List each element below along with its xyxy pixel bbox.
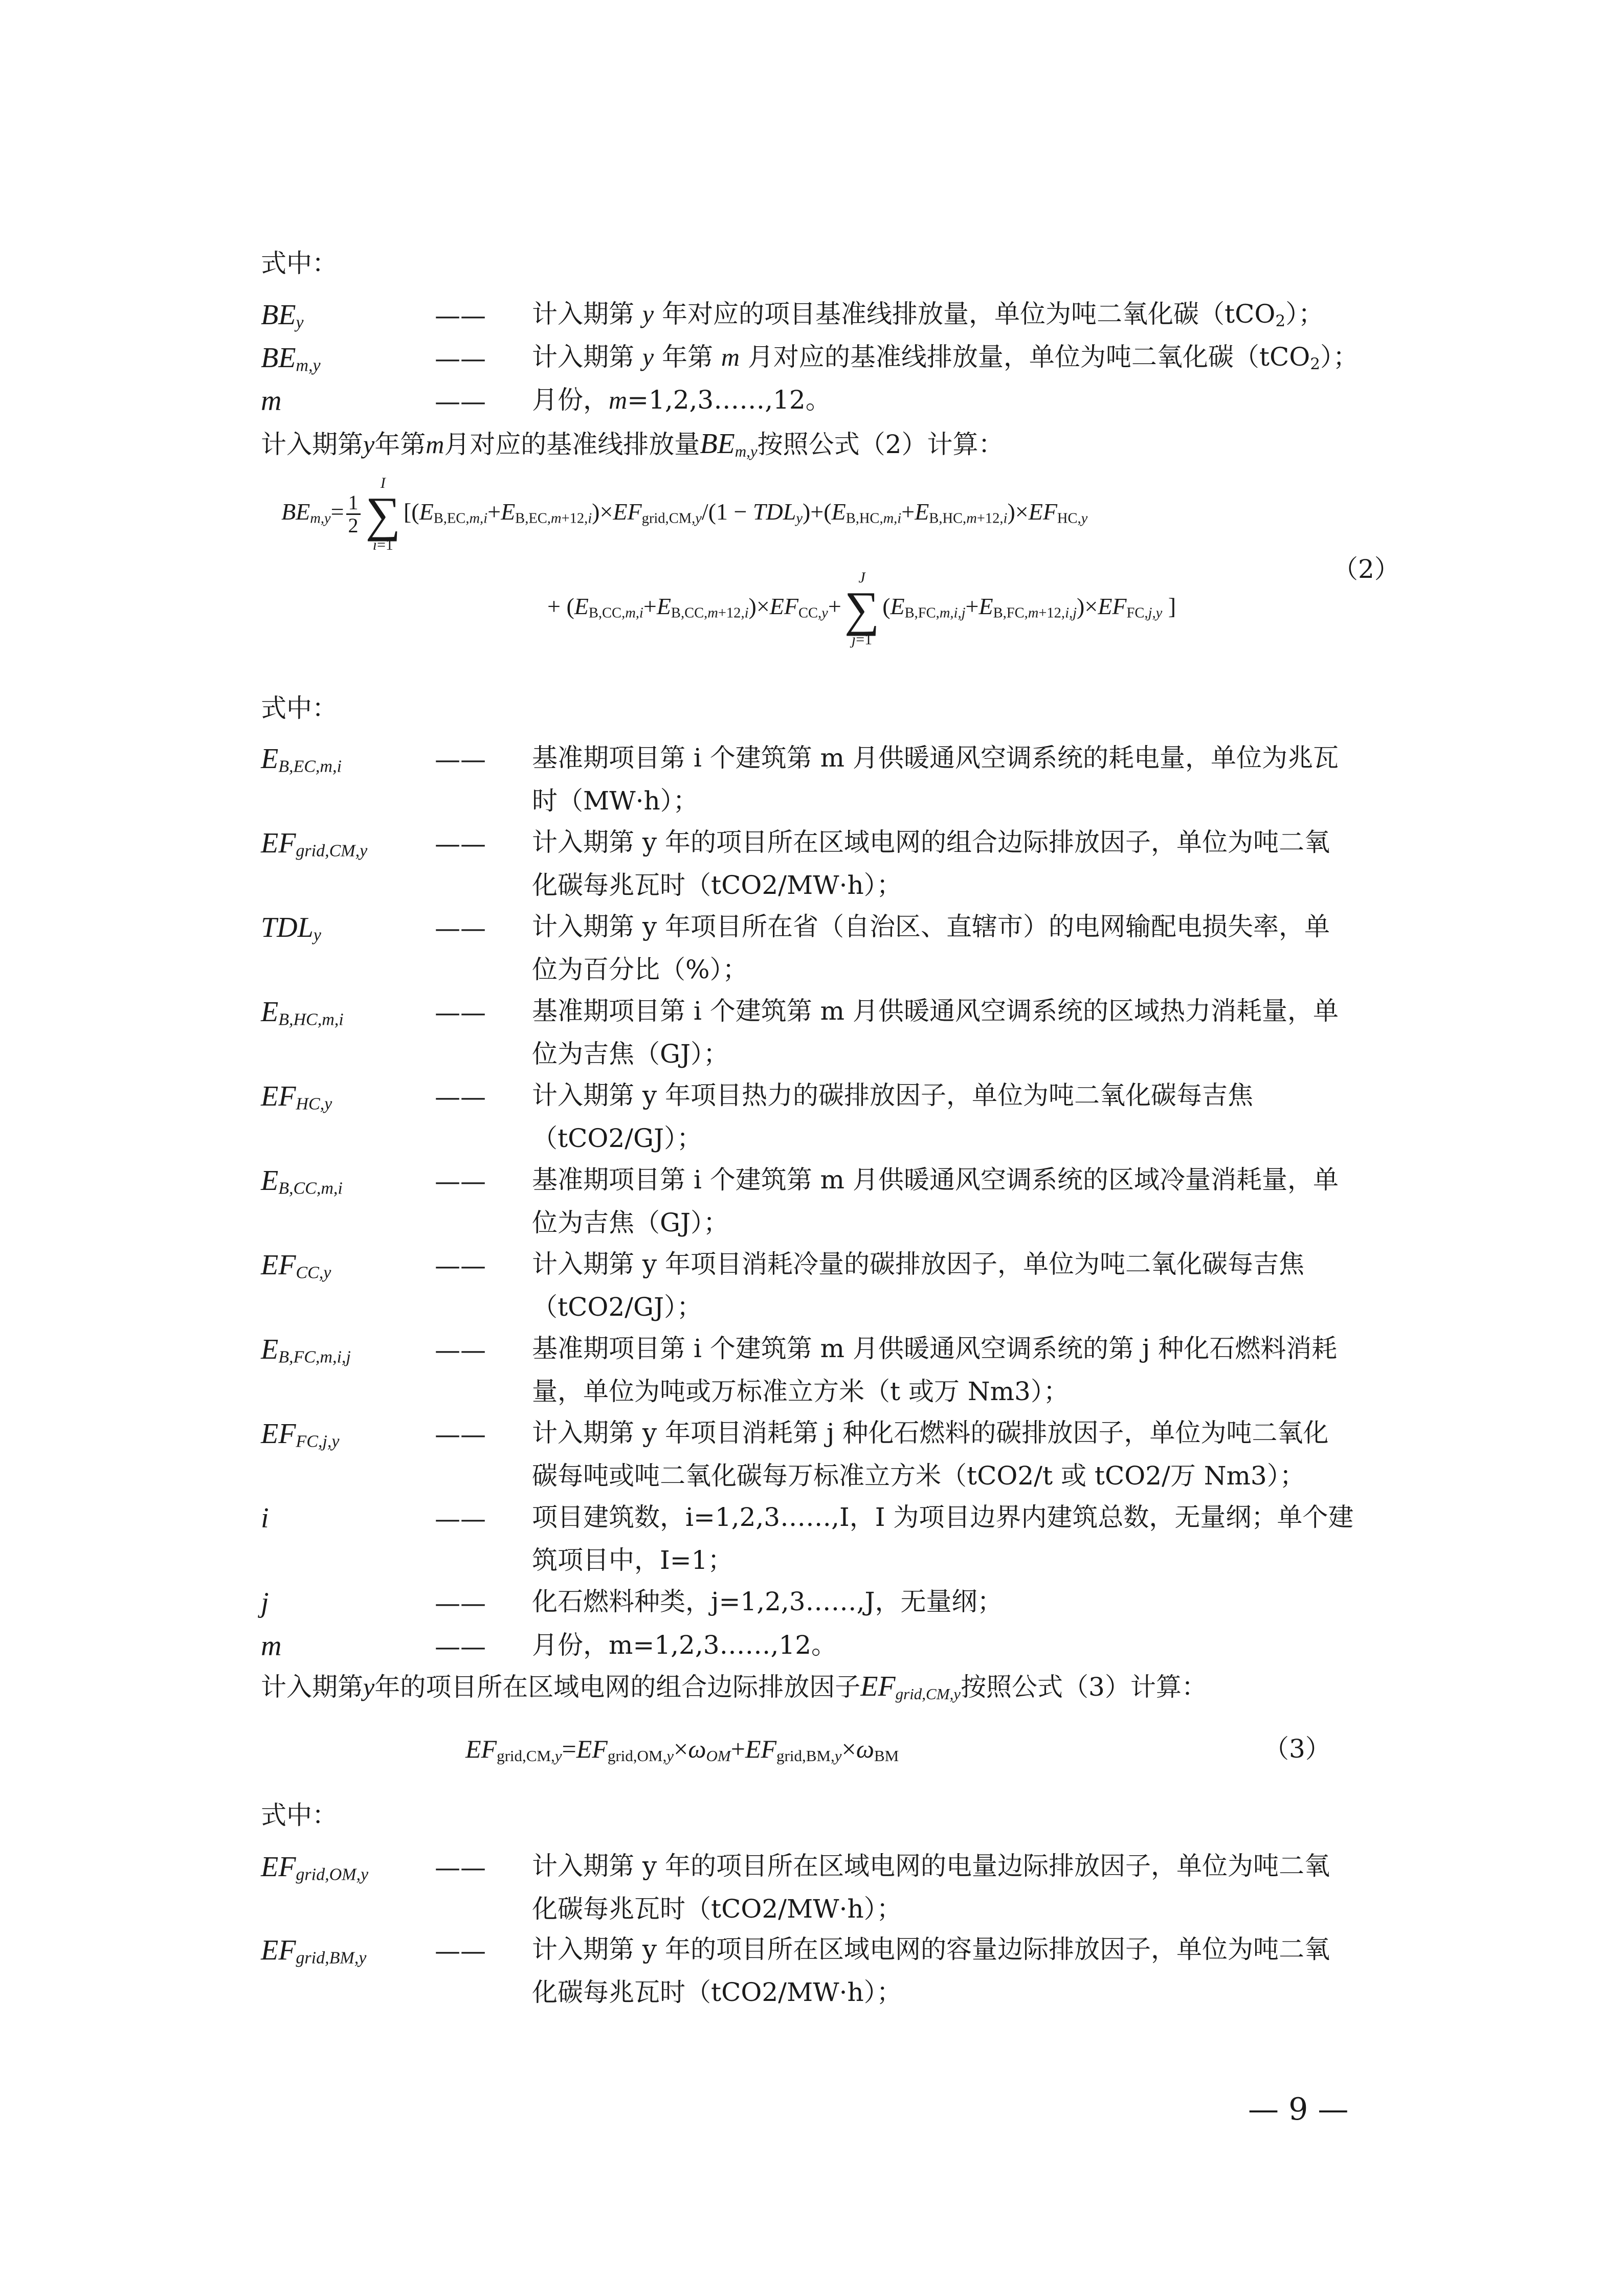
- definition-text: [532, 1074, 1417, 1160]
- dash: ——: [435, 1166, 486, 1196]
- definition-text: [532, 1158, 1417, 1244]
- symbol: $E_{B,FC,m,i,j}$: [261, 1334, 351, 1367]
- dash: ——: [435, 1853, 486, 1882]
- definition-line: 月份，m=1,2,3……,12。: [532, 1630, 837, 1660]
- definition-text: [532, 1411, 1417, 1497]
- dash: ——: [435, 301, 486, 330]
- dash: ——: [435, 745, 486, 774]
- definition-BE-my: 计入期第 y 年第 m 月对应的基准线排放量，单位为吨二氧化碳（tCO$_2$）；: [532, 342, 1359, 373]
- definition-line: 位为吉焦（GJ）；: [532, 1208, 729, 1237]
- where-label-1: 式中：: [261, 249, 338, 278]
- definition-line: 位为百分比（%）；: [532, 955, 748, 984]
- symbol: $E_{B,HC,m,i}$: [261, 996, 344, 1029]
- definition-line: 计入期第 y 年的项目所在区域电网的电量边际排放因子，单位为吨二氧: [532, 1851, 1330, 1881]
- definition-text: [532, 1844, 1417, 1930]
- definition-line: 筑项目中，I=1；: [532, 1545, 733, 1575]
- symbol: $EF_{grid,BM,y}$: [261, 1934, 367, 1968]
- symbol-BE-y: $BE_y$: [261, 299, 304, 332]
- definition-line: （tCO2/GJ）；: [532, 1123, 702, 1153]
- symbol: i: [261, 1502, 269, 1534]
- definition-line: 碳每吨或吨二氧化碳每万标准立方米（tCO2/t 或 tCO2/万 Nm3）；: [532, 1461, 1305, 1491]
- definition-text: [532, 905, 1417, 991]
- symbol: m: [261, 1630, 282, 1662]
- dash: ——: [435, 1082, 486, 1112]
- definition-line: 量，单位为吨或万标准立方米（t 或万 Nm3）；: [532, 1377, 1069, 1406]
- dash: ——: [435, 1251, 486, 1280]
- definition-line: 化碳每兆瓦时（tCO2/MW·h）；: [532, 1894, 902, 1924]
- dash: ——: [435, 1936, 486, 1966]
- symbol: $E_{B,CC,m,i}$: [261, 1165, 343, 1198]
- page-number: — 9 —: [1248, 2091, 1349, 2127]
- definition-line: 计入期第 y 年项目所在省（自治区、直辖市）的电网输配电损失率，单: [532, 912, 1330, 941]
- formula-2-line-1: $BE_{m,y}=$ $\frac{1}{2}$ I ∑ i=1 [$(E_{B,EC,m,i}+E_{B,EC,m+12,i})\times EF_{grid,CM,y}/(1 - TDL_y)+(E_{B,HC,m,i}+E_{B,HC,m+12,i})\times EF_{HC,y}$: [281, 475, 1088, 554]
- definition-text: [532, 1624, 1417, 1667]
- dash: ——: [435, 913, 486, 943]
- definition-BE-y: 计入期第 y 年对应的项目基准线排放量，单位为吨二氧化碳（tCO$_2$）；: [532, 299, 1324, 330]
- definition-line: 位为吉焦（GJ）；: [532, 1039, 729, 1069]
- definition-line: 计入期第 y 年的项目所在区域电网的组合边际排放因子，单位为吨二氧: [532, 827, 1330, 857]
- definition-text: [532, 1496, 1417, 1582]
- definition-line: 基准期项目第 i 个建筑第 m 月供暖通风空调系统的区域热力消耗量，单: [532, 996, 1339, 1026]
- definition-line: 化碳每兆瓦时（tCO2/MW·h）；: [532, 1977, 902, 2007]
- definition-text: [532, 989, 1417, 1075]
- formula-3: $EF_{grid,CM,y}=EF_{grid,OM,y}\times\omega_{OM}+EF_{grid,BM,y}\times\omega_{BM}$: [465, 1735, 899, 1765]
- symbol: $EF_{HC,y}$: [261, 1081, 332, 1114]
- definition-text: [532, 1580, 1417, 1623]
- dash: ——: [435, 344, 486, 373]
- equation-number-3: （3）: [1263, 1734, 1331, 1764]
- definition-text: [532, 736, 1417, 822]
- formula2-intro: 计入期第y年第m月对应的基准线排放量$BE_{m,y}$按照公式（2）计算：: [261, 428, 1004, 460]
- definition-text: [532, 1327, 1417, 1413]
- symbol: $EF_{grid,CM,y}$: [261, 827, 368, 861]
- symbol: j: [261, 1587, 269, 1618]
- dash: ——: [435, 1504, 486, 1534]
- dash: ——: [435, 998, 486, 1027]
- dash: ——: [435, 1588, 486, 1618]
- symbol: $EF_{grid,OM,y}$: [261, 1851, 369, 1884]
- formula3-intro: 计入期第y年的项目所在区域电网的组合边际排放因子$EF_{grid,CM,y}$按照公式（3）计算：: [261, 1671, 1207, 1703]
- symbol: $TDL_y$: [261, 912, 321, 945]
- definition-line: 基准期项目第 i 个建筑第 m 月供暖通风空调系统的区域冷量消耗量，单: [532, 1165, 1339, 1195]
- symbol-m: m: [261, 385, 282, 417]
- definition-text: [532, 1928, 1417, 2014]
- dash: ——: [435, 1335, 486, 1365]
- definition-text: [532, 1243, 1417, 1329]
- definition-line: （tCO2/GJ）；: [532, 1292, 702, 1322]
- definition-line: 基准期项目第 i 个建筑第 m 月供暖通风空调系统的第 j 种化石燃料消耗: [532, 1334, 1338, 1363]
- dash: ——: [435, 1632, 486, 1661]
- symbol: $EF_{CC,y}$: [261, 1249, 331, 1282]
- definition-line: 计入期第 y 年项目消耗第 j 种化石燃料的碳排放因子，单位为吨二氧化: [532, 1418, 1329, 1448]
- definition-line: 化石燃料种类，j=1,2,3……,J，无量纲；: [532, 1587, 1003, 1616]
- definition-line: 项目建筑数，i=1,2,3……,I，I 为项目边界内建筑总数，无量纲；单个建: [532, 1502, 1354, 1532]
- dash: ——: [435, 829, 486, 859]
- definition-line: 计入期第 y 年项目消耗冷量的碳排放因子，单位为吨二氧化碳每吉焦: [532, 1249, 1305, 1279]
- where-label-3: 式中：: [261, 1800, 338, 1830]
- dash: ——: [435, 1420, 486, 1449]
- definition-line: 基准期项目第 i 个建筑第 m 月供暖通风空调系统的耗电量，单位为兆瓦: [532, 743, 1339, 773]
- formula-2-line-2: + $(E_{B,CC,m,i}+E_{B,CC,m+12,i})\times EF_{CC,y}+$ J ∑ j=1 $(E_{B,FC,m,i,j}+E_{B,FC,m+12,i,j})\times EF_{FC,j,y}$ ]: [547, 569, 1176, 648]
- symbol: $EF_{FC,j,y}$: [261, 1418, 340, 1451]
- symbol: $E_{B,EC,m,i}$: [261, 743, 342, 776]
- definition-line: 计入期第 y 年项目热力的碳排放因子，单位为吨二氧化碳每吉焦: [532, 1081, 1254, 1110]
- definition-m: 月份，m=1,2,3……,12。: [532, 385, 831, 415]
- definition-line: 时（MW·h）；: [532, 786, 699, 816]
- definition-text: [532, 821, 1417, 907]
- definition-line: 计入期第 y 年的项目所在区域电网的容量边际排放因子，单位为吨二氧: [532, 1934, 1330, 1964]
- symbol-BE-my: $BE_{m,y}$: [261, 342, 321, 375]
- dash: ——: [435, 387, 486, 416]
- definition-line: 化碳每兆瓦时（tCO2/MW·h）；: [532, 870, 902, 900]
- equation-number-2: （2）: [1332, 554, 1400, 584]
- where-label-2: 式中：: [261, 693, 338, 723]
